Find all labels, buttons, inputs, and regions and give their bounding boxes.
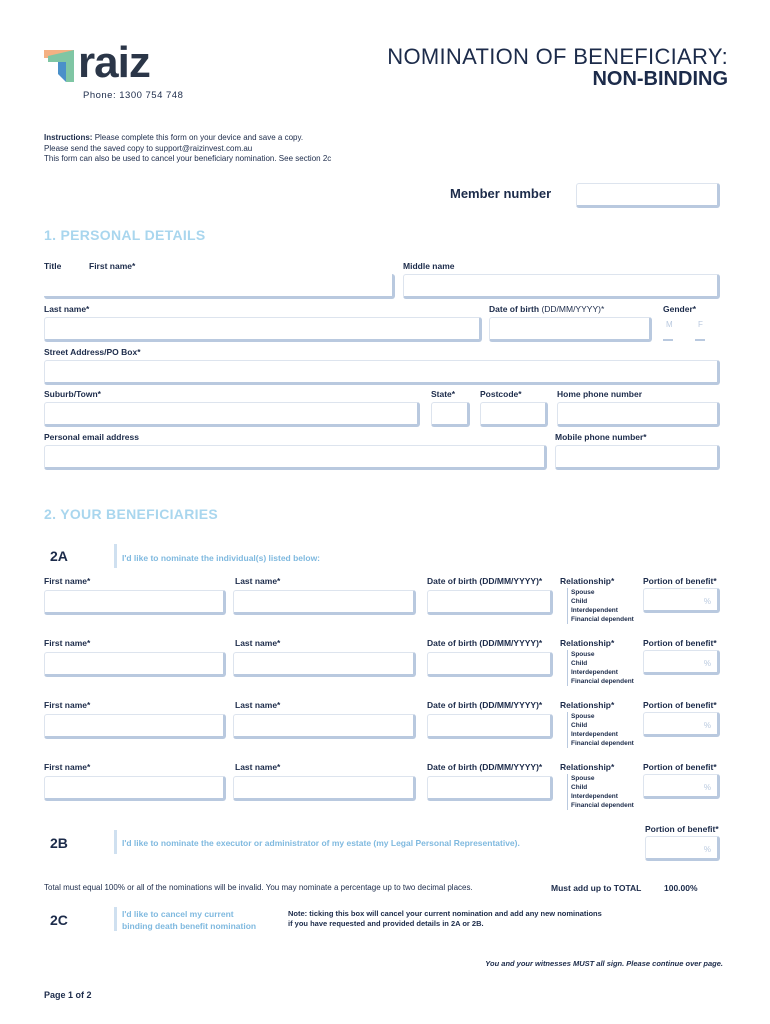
beneficiary-dob-label: Date of birth (DD/MM/YYYY)* — [427, 700, 543, 710]
beneficiary-last-name-field[interactable] — [233, 776, 416, 801]
beneficiary-relationship-label: Relationship* — [560, 638, 615, 648]
beneficiary-relationship-options[interactable] — [567, 588, 634, 624]
beneficiary-relationship-label: Relationship* — [560, 576, 615, 586]
beneficiary-first-name-label: First name* — [44, 638, 91, 648]
relationship-option[interactable]: Financial dependent — [567, 677, 634, 686]
beneficiary-last-name-field[interactable] — [233, 714, 416, 739]
member-number-field[interactable] — [576, 183, 720, 208]
gender-f-underline — [695, 339, 705, 341]
portion-2b-percent: % — [703, 845, 711, 854]
postcode-field[interactable] — [480, 402, 548, 427]
beneficiary-first-name-field[interactable] — [44, 590, 226, 615]
instructions-line3: This form can also be used to cancel your beneficiary nomination. See section 2c — [44, 154, 332, 163]
beneficiary-portion-percent: % — [703, 721, 711, 730]
suburb-field[interactable] — [44, 402, 420, 427]
portion-2b-field[interactable] — [645, 836, 720, 861]
beneficiary-dob-field[interactable] — [427, 714, 553, 739]
first-name-field[interactable] — [44, 274, 395, 299]
beneficiary-dob-field[interactable] — [427, 590, 553, 615]
beneficiary-first-name-field[interactable] — [44, 714, 226, 739]
gender-label: Gender* — [663, 304, 697, 314]
beneficiary-relationship-label: Relationship* — [560, 700, 615, 710]
beneficiary-dob-label: Date of birth (DD/MM/YYYY)* — [427, 638, 543, 648]
email-field[interactable] — [44, 445, 547, 470]
beneficiary-last-name-label: Last name* — [235, 700, 281, 710]
relationship-option[interactable]: Child — [567, 659, 634, 668]
beneficiary-portion-field[interactable] — [643, 774, 720, 799]
relationship-option[interactable]: Financial dependent — [567, 801, 634, 810]
beneficiary-portion-field[interactable] — [643, 650, 720, 675]
beneficiary-portion-field[interactable] — [643, 588, 720, 613]
total-note: Total must equal 100% or all of the nominations will be invalid. You may nominate a percentage up to two decimal places. — [44, 883, 473, 892]
section-2b-note: I'd like to nominate the executor or administrator of my estate (my Legal Personal Representative). — [122, 838, 520, 848]
last-name-label: Last name* — [44, 304, 90, 314]
beneficiary-relationship-options[interactable] — [567, 650, 634, 686]
beneficiary-last-name-field[interactable] — [233, 590, 416, 615]
middle-name-label: Middle name — [403, 261, 455, 271]
phone-number: Phone: 1300 754 748 — [83, 90, 184, 101]
mobile-field[interactable] — [555, 445, 720, 470]
beneficiary-portion-label: Portion of benefit* — [643, 576, 717, 586]
section-2c-warning — [288, 909, 602, 929]
suburb-label: Suburb/Town* — [44, 389, 101, 399]
beneficiary-first-name-label: First name* — [44, 762, 91, 772]
beneficiary-first-name-field[interactable] — [44, 652, 226, 677]
section-2c-warning-line1: Note: ticking this box will cancel your current nomination and add any new nominations — [288, 909, 602, 918]
beneficiary-last-name-field[interactable] — [233, 652, 416, 677]
beneficiary-dob-field[interactable] — [427, 776, 553, 801]
section-2a-note: I'd like to nominate the individual(s) listed below: — [122, 553, 321, 563]
section-2b-tag: 2B — [50, 835, 68, 851]
beneficiary-portion-percent: % — [703, 783, 711, 792]
relationship-option[interactable]: Child — [567, 721, 634, 730]
gender-m-underline — [663, 339, 673, 341]
relationship-option[interactable]: Child — [567, 597, 634, 606]
beneficiary-portion-label: Portion of benefit* — [643, 762, 717, 772]
beneficiary-relationship-options[interactable] — [567, 712, 634, 748]
total-value: 100.00% — [664, 883, 698, 893]
postcode-label: Postcode* — [480, 389, 522, 399]
section2-heading: 2. YOUR BENEFICIARIES — [44, 506, 219, 522]
beneficiary-portion-percent: % — [703, 659, 711, 668]
street-field[interactable] — [44, 360, 720, 385]
section-2c-warning-line2: if you have requested and provided details in 2A or 2B. — [288, 919, 484, 928]
form-title — [387, 44, 728, 91]
home-phone-label: Home phone number — [557, 389, 643, 399]
page-number: Page 1 of 2 — [44, 990, 92, 1000]
section-2a-divider — [114, 544, 117, 568]
beneficiary-last-name-label: Last name* — [235, 638, 281, 648]
street-label: Street Address/PO Box* — [44, 347, 141, 357]
section-2c-note — [122, 908, 256, 932]
beneficiary-first-name-field[interactable] — [44, 776, 226, 801]
relationship-option[interactable]: Interdependent — [567, 668, 634, 677]
section1-heading: 1. PERSONAL DETAILS — [44, 227, 206, 243]
form-title-line2: NON-BINDING — [592, 68, 728, 90]
title-label: Title — [44, 261, 62, 271]
instructions — [44, 133, 331, 165]
relationship-option[interactable]: Spouse — [567, 712, 634, 721]
email-label: Personal email address — [44, 432, 139, 442]
relationship-option[interactable]: Spouse — [567, 774, 634, 783]
first-name-label: First name* — [89, 261, 136, 271]
home-phone-field[interactable] — [557, 402, 720, 427]
section-2a-tag: 2A — [50, 548, 68, 564]
total-label: Must add up to TOTAL — [551, 883, 642, 893]
beneficiary-portion-label: Portion of benefit* — [643, 700, 717, 710]
relationship-option[interactable]: Interdependent — [567, 792, 634, 801]
state-label: State* — [431, 389, 456, 399]
beneficiary-portion-label: Portion of benefit* — [643, 638, 717, 648]
signature-reminder: You and your witnesses MUST all sign. Please continue over page. — [485, 959, 723, 968]
beneficiary-dob-label: Date of birth (DD/MM/YYYY)* — [427, 762, 543, 772]
member-number-label: Member number — [450, 186, 552, 201]
dob-field[interactable] — [489, 317, 652, 342]
instructions-line1: Please complete this form on your device and save a copy. — [94, 133, 304, 142]
beneficiary-last-name-label: Last name* — [235, 762, 281, 772]
beneficiary-portion-field[interactable] — [643, 712, 720, 737]
beneficiary-first-name-label: First name* — [44, 576, 91, 586]
relationship-option[interactable]: Financial dependent — [567, 739, 634, 748]
last-name-field[interactable] — [44, 317, 482, 342]
relationship-option[interactable]: Interdependent — [567, 606, 634, 615]
state-field[interactable] — [431, 402, 470, 427]
beneficiary-dob-label: Date of birth (DD/MM/YYYY)* — [427, 576, 543, 586]
relationship-option[interactable]: Spouse — [567, 650, 634, 659]
beneficiary-first-name-label: First name* — [44, 700, 91, 710]
portion-2b-label: Portion of benefit* — [645, 824, 719, 834]
relationship-option[interactable]: Financial dependent — [567, 615, 634, 624]
section-2c-tag: 2C — [50, 912, 68, 928]
section-2c-note-line2: binding death benefit nomination — [122, 921, 257, 931]
relationship-option[interactable]: Interdependent — [567, 730, 634, 739]
instructions-bold: Instructions: — [44, 133, 93, 142]
beneficiary-dob-field[interactable] — [427, 652, 553, 677]
relationship-option[interactable]: Child — [567, 783, 634, 792]
section-2b-divider[interactable] — [114, 830, 117, 854]
beneficiary-relationship-label: Relationship* — [560, 762, 615, 772]
form-title-line1: NOMINATION OF BENEFICIARY: — [387, 44, 728, 69]
dob-label — [489, 304, 604, 314]
gender-f-option[interactable]: F — [698, 320, 703, 329]
mobile-label: Mobile phone number* — [555, 432, 647, 442]
raiz-logo — [44, 38, 194, 87]
logo-text: raiz — [78, 38, 150, 87]
beneficiary-relationship-options[interactable] — [567, 774, 634, 810]
section-2c-note-line1: I'd like to cancel my current — [122, 909, 234, 919]
section-2c-checkbox[interactable] — [114, 907, 117, 931]
beneficiary-portion-percent: % — [703, 597, 711, 606]
beneficiary-last-name-label: Last name* — [235, 576, 281, 586]
gender-m-option[interactable]: M — [666, 320, 673, 329]
dob-label-format: (DD/MM/YYYY)* — [541, 304, 605, 314]
instructions-line2: Please send the saved copy to support@raizinvest.com.au — [44, 143, 253, 153]
relationship-option[interactable]: Spouse — [567, 588, 634, 597]
dob-label-bold: Date of birth — [489, 304, 540, 314]
middle-name-field[interactable] — [403, 274, 720, 299]
